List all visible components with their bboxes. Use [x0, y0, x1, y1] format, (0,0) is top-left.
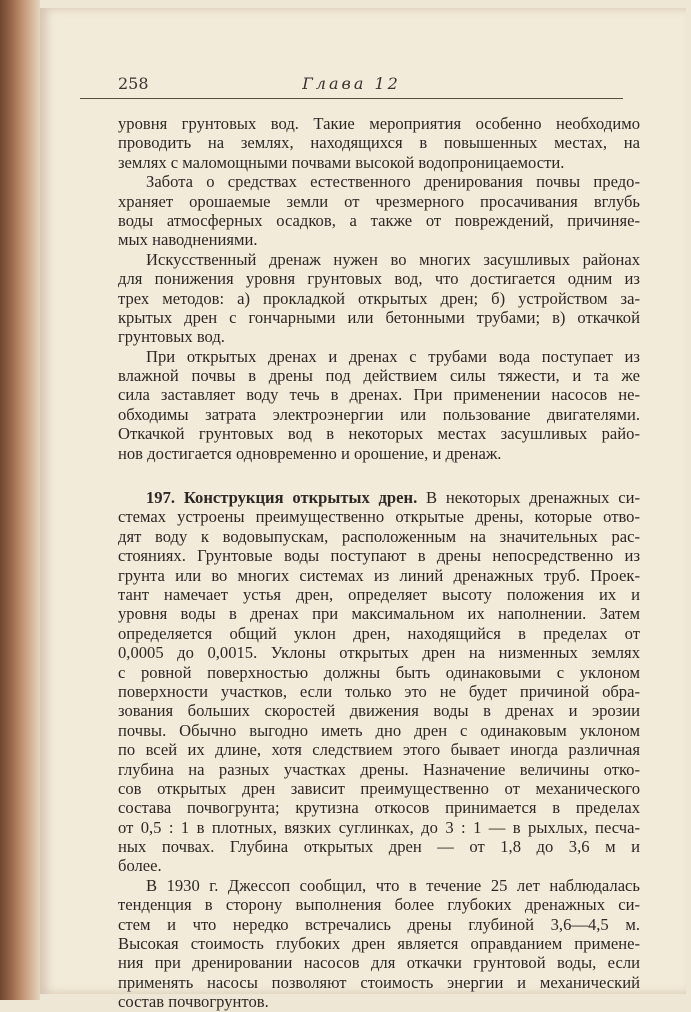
page-number: 258 [118, 74, 149, 93]
text-line: Высокая стоимость глубоких дрен является оправданием примене- [118, 934, 640, 954]
text-line: уровня грунтовых вод. Такие мероприятия особенно необходимо [118, 114, 640, 133]
chapter-title: Глава 12 [302, 74, 401, 93]
text-line: глубина на разных участках дрены. Назначение величины отко- [118, 759, 640, 779]
text-line: стем и что нередко встречались дрены глубиной 3,6—4,5 м. [118, 914, 640, 934]
text-line: стемах устроены преимущественно открытые дрены, которые отво- [118, 507, 640, 527]
text-line: зования больших скоростей движения воды в дренах и эрозии [118, 701, 640, 721]
text-line: с ровной поверхностью должны быть одинаковыми с уклоном [118, 662, 640, 682]
text-line: применять насосы позволяют стоимость энергии и механический [118, 972, 640, 992]
section-heading: 197. Конструкция открытых дрен. [146, 488, 418, 508]
text-line: для понижения уровня грунтовых вод, что достигается одним из [118, 269, 640, 289]
line-text: В некоторых дренажных си- [417, 488, 640, 508]
text-line: Искусственный дренаж нужен во многих засушливых районах [146, 249, 640, 269]
text-line: трех методов: а) прокладкой открытых дрен; б) устройством за- [118, 288, 640, 308]
page-body [118, 114, 640, 1012]
text-line: влажной почвы в дрены под действием силы тяжести, и та же [118, 366, 640, 386]
text-line: стояниях. Грунтовые воды поступают в дрены непосредственно из [118, 546, 640, 566]
text-line: мых наводнениями. [118, 230, 258, 250]
text-line: определяется общий уклон дрен, находящийся в пределах от [118, 623, 640, 643]
text-line: поверхности участков, если только это не будет причиной обра- [118, 681, 640, 701]
text-line: Забота о средствах естественного дренирования почвы предо- [146, 172, 640, 192]
text-line: почвы. Обычно выгодно иметь дно дрен с одинаковым уклоном [118, 720, 640, 740]
text-line [118, 488, 640, 507]
text-line: землях с маломощными почвами высокой водопроницаемости. [118, 152, 565, 172]
book-spine [0, 0, 40, 1000]
text-line: от 0,5 : 1 в плотных, вязких суглинках, до 3 : 1 — в рыхлых, песча- [118, 817, 640, 837]
section-gap [118, 463, 640, 488]
text-line: обходимы затрата электроэнергии или пользование двигателями. [118, 404, 640, 424]
text-line: нов достигается одновременно и орошение, и дренаж. [118, 443, 502, 463]
text-line: тенденция в сторону выполнения более глубоких дренажных си- [118, 895, 640, 915]
text-line: сила заставляет воду течь в дренах. При применении насосов не- [118, 385, 640, 405]
text-line: уровня воды в дренах при максимальном их наполнении. Затем [118, 604, 640, 624]
text-line: проводить на землях, находящихся в повышенных местах, на [118, 133, 640, 153]
text-line: ных почвах. Глубина открытых дрен — от 1,8 до 3,6 м и [118, 837, 640, 857]
text-line: состав почвогрунтов. [118, 992, 269, 1012]
text-line: состава почвогрунта; крутизна откосов принимается в пределах [118, 798, 640, 818]
text-line: ния при дренировании насосов для откачки грунтовой воды, если [118, 953, 640, 973]
text-line: сов открытых дрен зависит преимущественно от механического [118, 778, 640, 798]
text-line: В 1930 г. Джессоп сообщил, что в течение 25 лет наблюдалась [146, 875, 640, 895]
text-line: грунтовых вод. [118, 327, 225, 347]
text-line: крытых дрен с гончарными или бетонными трубами; в) откачкой [118, 307, 640, 327]
text-line: тант намечает устья дрен, определяет высоту положения их и [118, 584, 640, 604]
text-line: грунта или во многих системах из линий дренажных труб. Проек- [118, 565, 640, 585]
text-line: храняет орошаемые земли от чрезмерного просачивания вглубь [118, 191, 640, 211]
text-line: 0,0005 до 0,0015. Уклоны открытых дрен на низменных землях [118, 643, 640, 663]
text-line: по всей их длине, хотя следствием этого бывает иногда различная [118, 740, 640, 760]
text-line: воды атмосферных осадков, а также от повреждений, причиняе- [118, 210, 640, 230]
text-line: более. [118, 856, 162, 876]
page-header [80, 68, 623, 99]
text-line: При открытых дренах и дренах с трубами вода поступает из [146, 346, 640, 366]
text-line: Откачкой грунтовых вод в некоторых местах засушливых райо- [118, 424, 640, 444]
text-line: дят воду к водовыпускам, расположенным на значительных рас- [118, 526, 640, 546]
